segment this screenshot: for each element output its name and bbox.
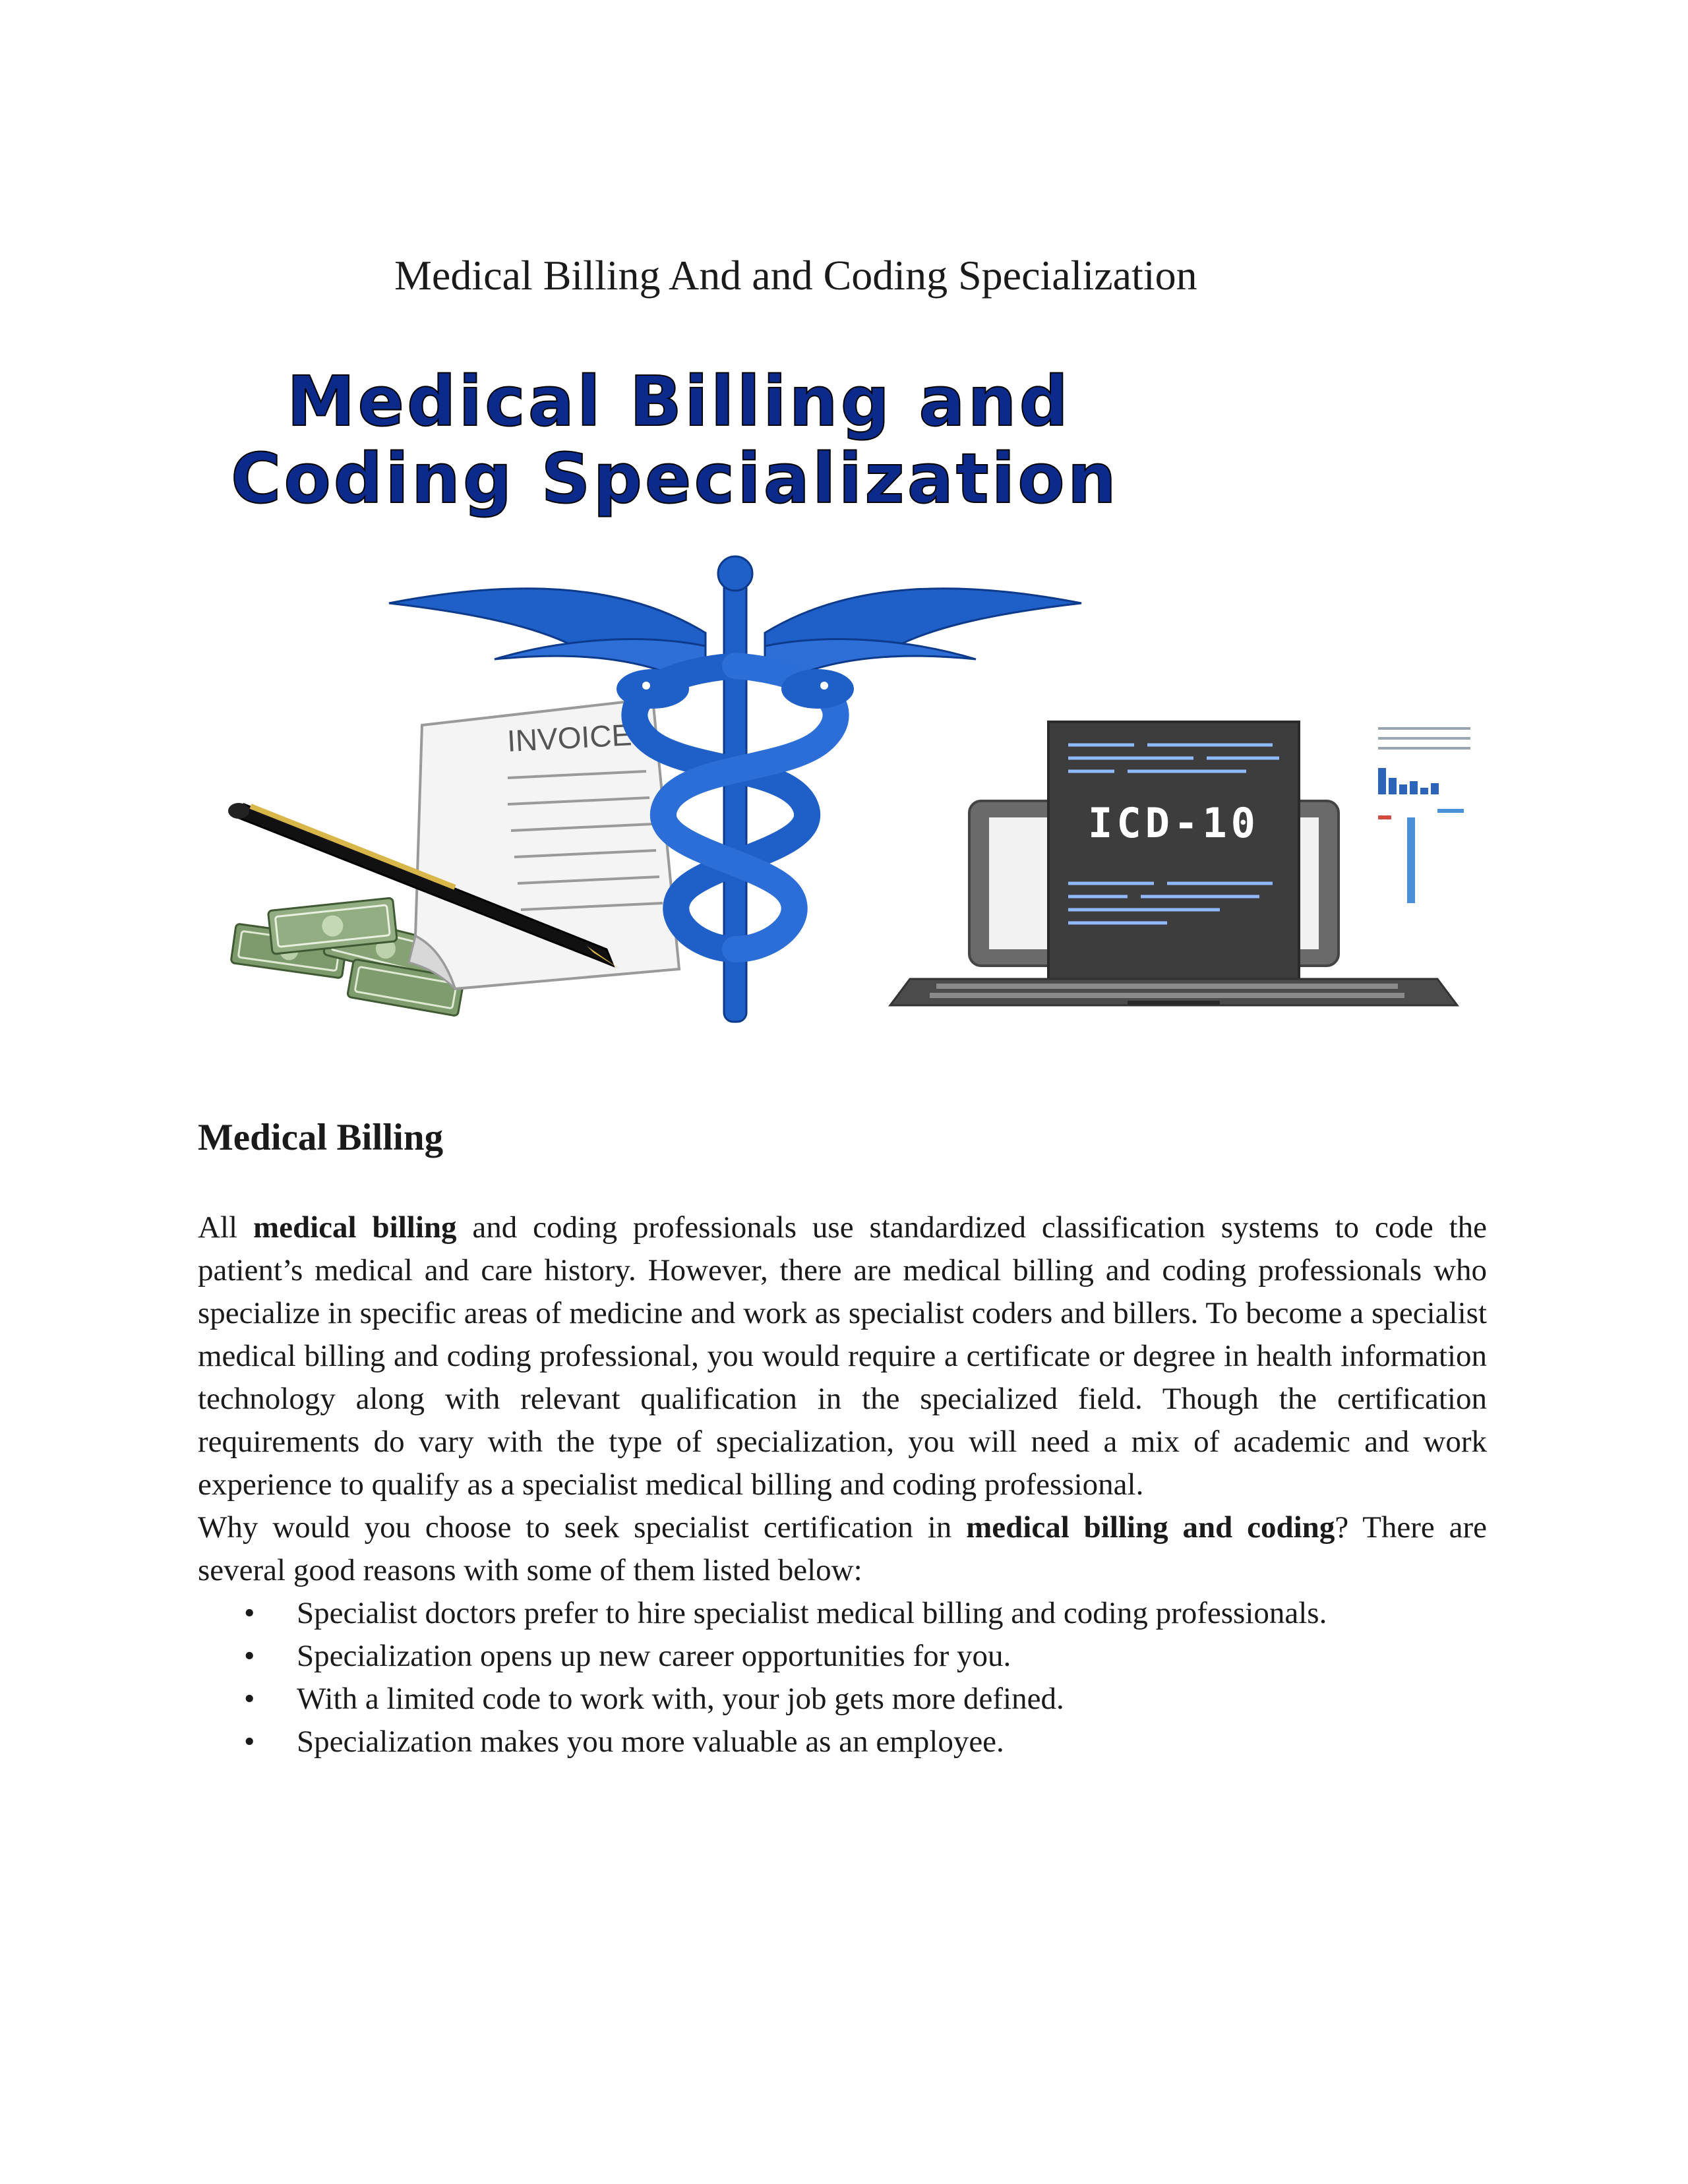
laptop-icon xyxy=(890,722,1457,1005)
bold-term: medical billing and coding xyxy=(966,1510,1335,1545)
article-body xyxy=(198,1206,1487,1763)
list-item: • Specialist doctors prefer to hire specialist medical billing and coding professionals. xyxy=(198,1592,1487,1635)
section-heading: Medical Billing xyxy=(198,1117,444,1158)
bullet-icon: • xyxy=(244,1596,255,1630)
list-item: • Specialization makes you more valuable as an employee. xyxy=(198,1721,1487,1763)
bullet-icon: • xyxy=(244,1639,255,1673)
bold-term: medical billing xyxy=(253,1210,457,1245)
list-item: • Specialization opens up new career opportunities for you. xyxy=(198,1635,1487,1678)
bullet-icon: • xyxy=(244,1682,255,1716)
hero-headline-line1: Medical Billing and xyxy=(287,361,1071,442)
intro-paragraph: All medical billing and coding professionals use standardized classification systems to code the patient’s medical and care history. However, there are medical billing and coding professionals who specialize in specific areas of medicine and work as specialist coders and billers. To become a specialist medical billing and coding professional, you would require a certificate or degree in health information technology along with relevant qualification in the specialized field. Though the certification requirements do vary with the type of specialization, you will need a mix of academic and work experience to qualify as a specialist medical billing and coding professional. xyxy=(198,1210,1487,1502)
reasons-paragraph: Why would you choose to seek specialist certification in medical billing and coding? There are several good reasons with some of them listed below: xyxy=(198,1510,1488,1587)
invoice-label: INVOICE xyxy=(506,717,633,758)
list-item: • With a limited code to work with, your job gets more defined. xyxy=(198,1678,1487,1721)
hero-illustration xyxy=(191,356,1490,1028)
hero-headline-line2: Coding Specialization xyxy=(231,438,1119,519)
report-chart-icon xyxy=(1378,728,1470,903)
reasons-list xyxy=(198,1592,1487,1763)
document-title: Medical Billing And and Coding Specialization xyxy=(394,252,1197,299)
icd10-screen-label: ICD-10 xyxy=(1088,799,1259,847)
bullet-icon: • xyxy=(244,1725,255,1759)
